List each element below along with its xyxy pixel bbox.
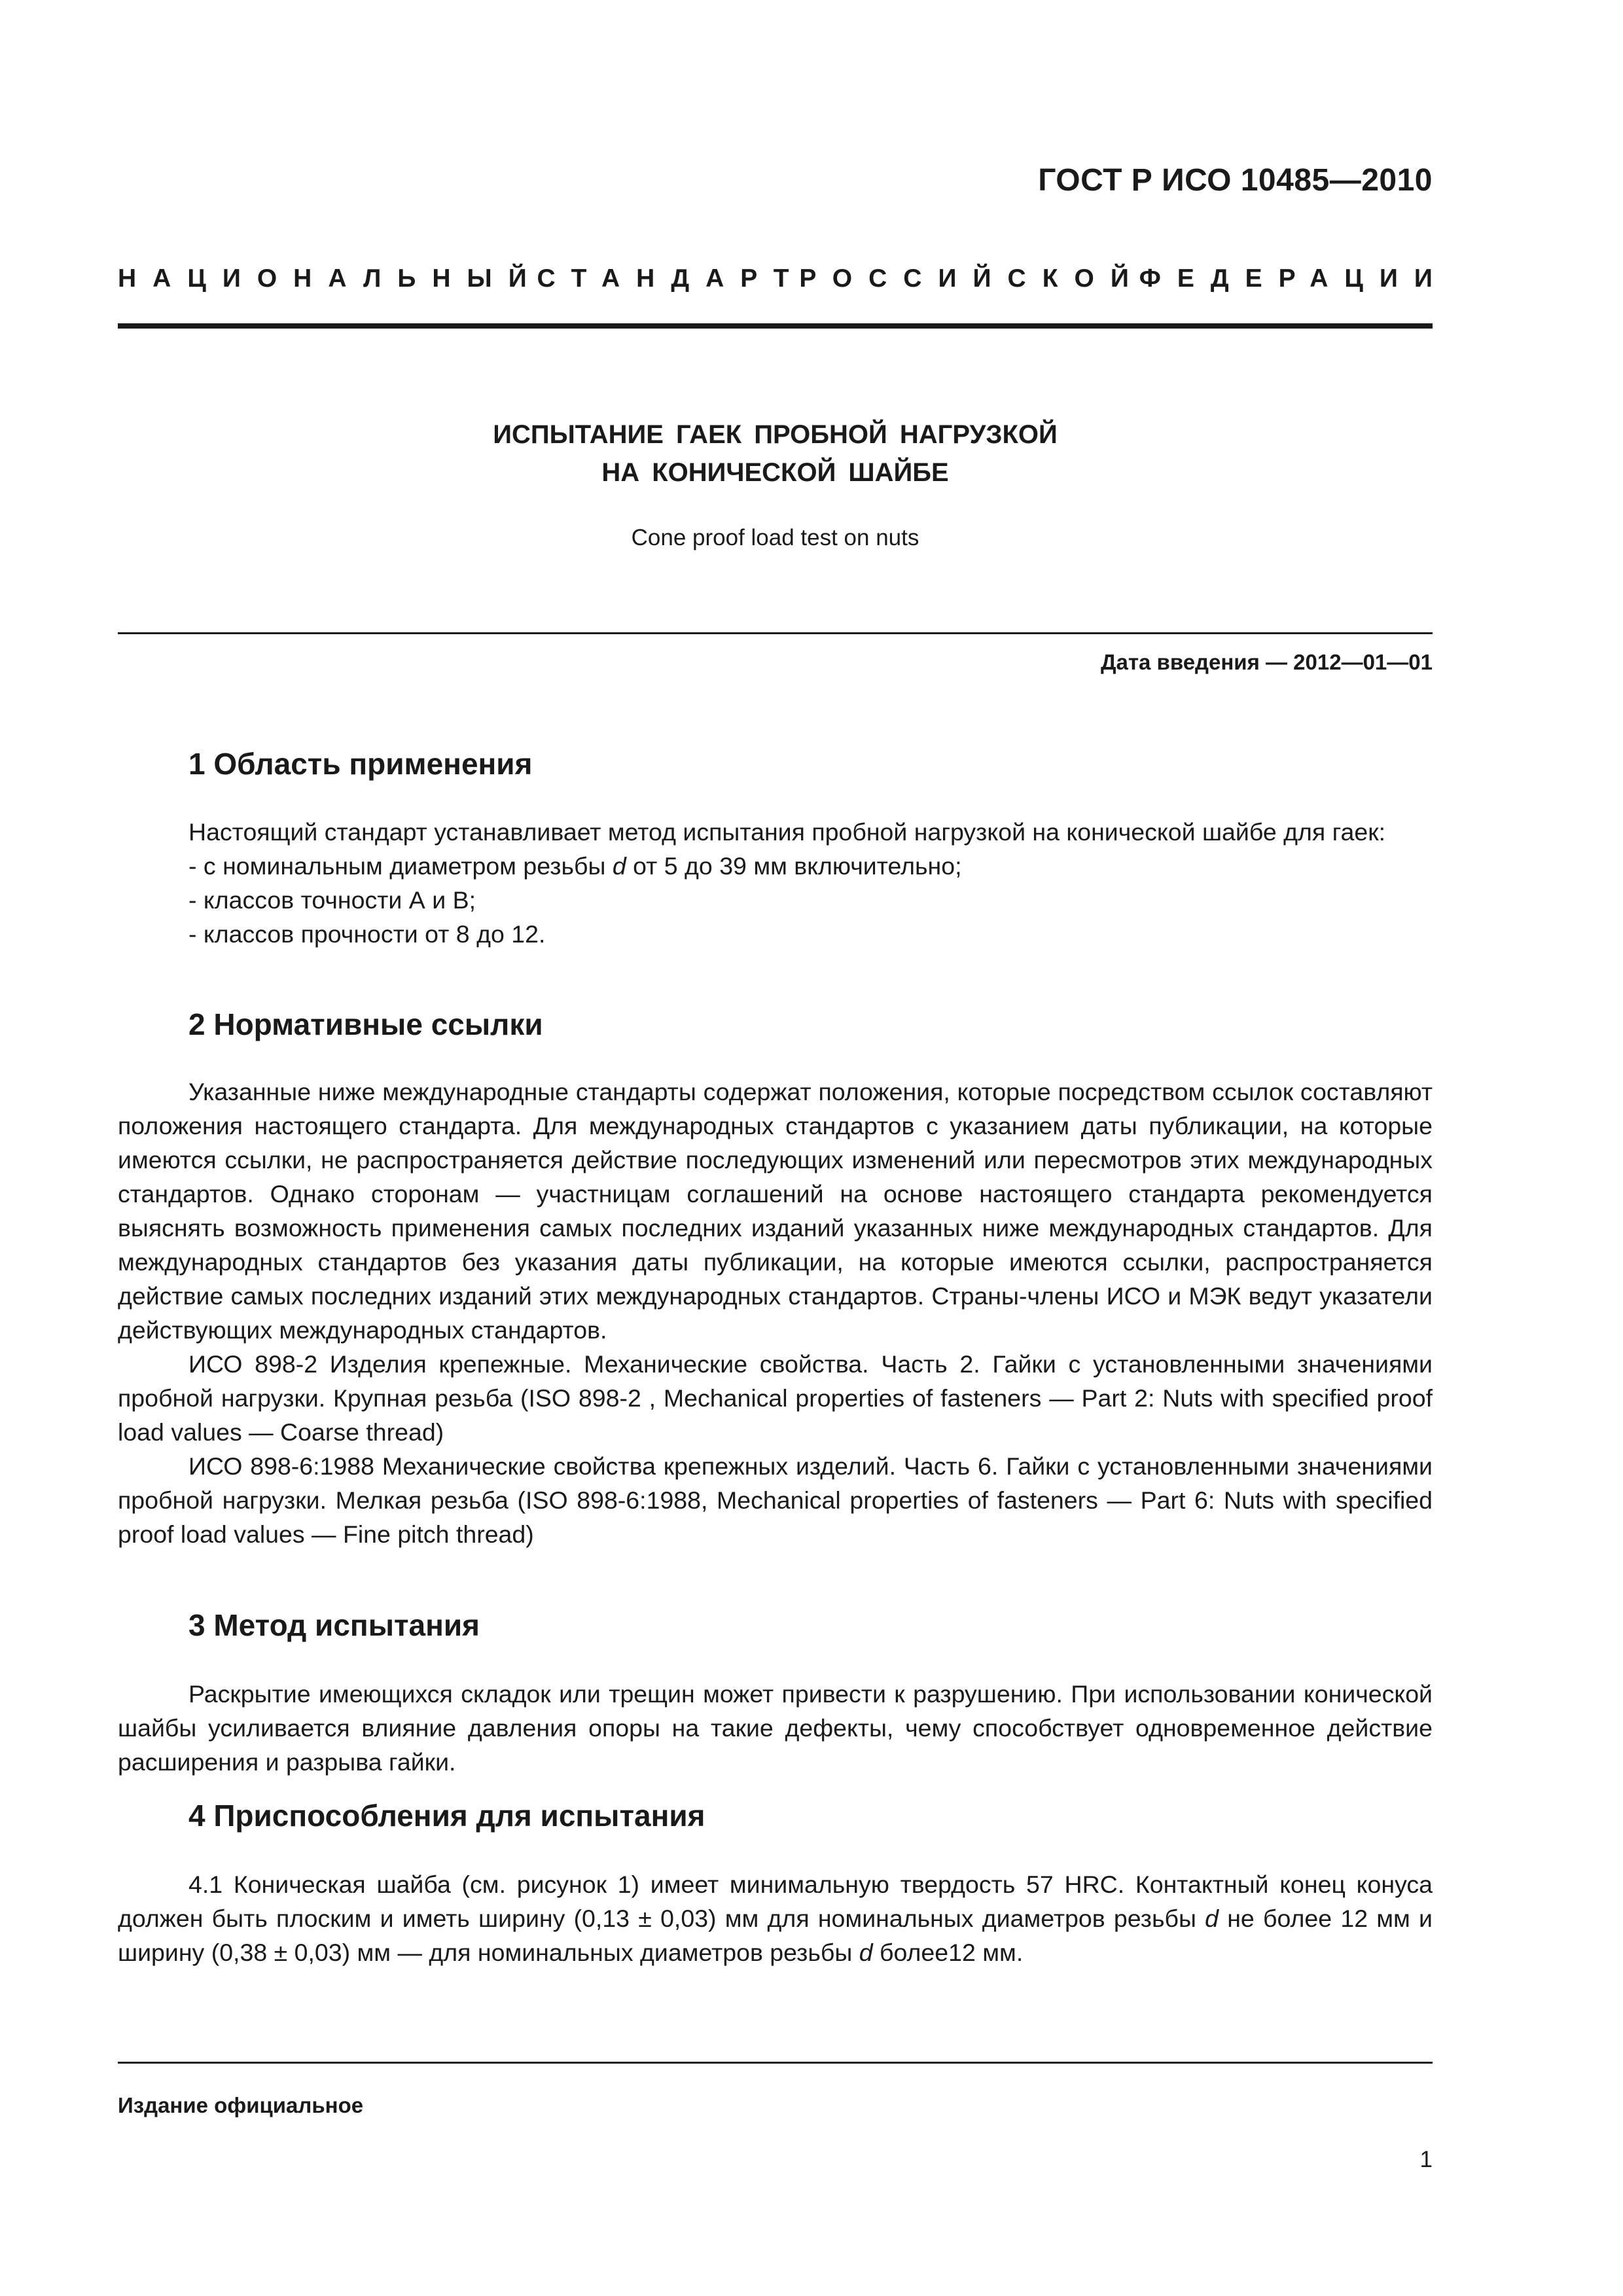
english-title: Cone proof load test on nuts: [631, 525, 919, 550]
section-heading: 1 Область применения: [188, 747, 533, 781]
paragraph: Настоящий стандарт устанавливает метод испытания пробной нагрузкой на конической шайбе для гаек:: [188, 818, 1386, 846]
title-line-2: НА КОНИЧЕСКОЙ ШАЙБЕ: [601, 458, 949, 487]
section-heading: 2 Нормативные ссылки: [188, 1007, 543, 1041]
national-standard-banner: [118, 264, 1449, 293]
section-heading: 3 Метод испытания: [188, 1608, 480, 1642]
paragraph: Указанные ниже международные стандарты содержат положения, которые посредством ссылок составляют положения настоящего стандарта. Для международных стандартов с указанием даты публикации, на которые имеются ссылки, не распространяется действие последующих изменений или пересмотров этих международных стандартов. Однако сторонам — участницам соглашений на основе настоящего стандарта рекомендуется выяснять возможность применения самых последних изданий указанных ниже международных стандартов. Для международных стандартов без указания даты публикации, на которые имеются ссылки, распространяется действие самых последних изданий этих международных стандартов. Страны-члены ИСО и МЭК ведут указатели действующих международных стандартов.: [118, 1078, 1433, 1344]
banner-word: НАЦИОНАЛЬНЫЙ: [118, 264, 543, 293]
section-4-body: [118, 1867, 1433, 1969]
section-1-body: [118, 815, 1433, 951]
title-divider: [118, 632, 1433, 634]
edition-note: Издание официальное: [118, 2093, 364, 2117]
footer-divider: [118, 2062, 1433, 2064]
document-code: ГОСТ Р ИСО 10485—2010: [1038, 163, 1433, 198]
list-item: - классов точности А и В;: [188, 886, 476, 914]
banner-word: РОССИЙСКОЙ: [799, 264, 1145, 293]
reference-entry: ИСО 898-6:1988 Механические свойства крепежных изделий. Часть 6. Гайки с установленными значениями пробной нагрузки. Мелкая резьба (ISO 898-6:1988, Mechanical properties of fasteners — Part 6: Nuts with specified proof load values — Fine pitch thread): [118, 1452, 1433, 1548]
section-heading: 4 Приспособления для испытания: [188, 1799, 705, 1833]
introduction-date: Дата введения — 2012—01—01: [1101, 650, 1433, 674]
header-divider: [118, 323, 1433, 329]
list-item: - с номинальным диаметром резьбы d от 5 до 39 мм включительно;: [188, 852, 962, 880]
reference-entry: ИСО 898-2 Изделия крепежные. Механические свойства. Часть 2. Гайки с установленными значениями пробной нагрузки. Крупная резьба (ISO 898-2 , Mechanical properties of fasteners — Part 2: Nuts with specified proof load values — Coarse thread): [118, 1350, 1433, 1446]
page-number: 1: [1419, 2147, 1433, 2172]
section-2-body: [118, 1075, 1433, 1551]
banner-word: ФЕДЕРАЦИИ: [1139, 264, 1449, 293]
paragraph: Раскрытие имеющихся складок или трещин может привести к разрушению. При использовании конической шайбы усиливается влияние давления опоры на такие дефекты, чему способствует одновременное действие расширения и разрыва гайки.: [118, 1680, 1433, 1776]
list-item: - классов прочности от 8 до 12.: [188, 920, 546, 948]
paragraph: 4.1 Коническая шайба (см. рисунок 1) имеет минимальную твердость 57 HRC. Контактный конец конуса должен быть плоским и иметь ширину (0,13 ± 0,03) мм для номинальных диаметров резьбы d не более 12 мм и ширину (0,38 ± 0,03) мм — для номинальных диаметров резьбы d более12 мм.: [118, 1871, 1433, 1966]
title-line-1: ИСПЫТАНИЕ ГАЕК ПРОБНОЙ НАГРУЗКОЙ: [493, 420, 1058, 449]
section-3-body: [118, 1677, 1433, 1779]
banner-word: СТАНДАРТ: [537, 264, 806, 293]
